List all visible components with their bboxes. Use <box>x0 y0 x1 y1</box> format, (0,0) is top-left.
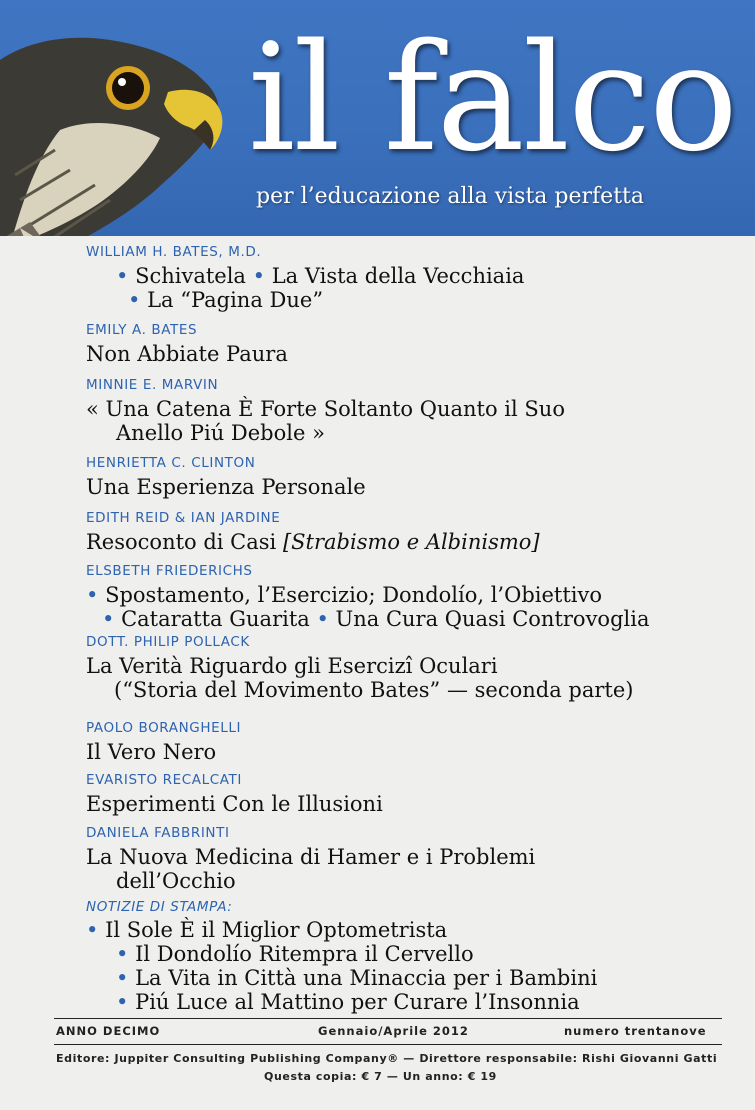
author-name: HENRIETTA C. CLINTON <box>86 455 256 471</box>
volume-label: ANNO DECIMO <box>56 1024 161 1038</box>
article-title: La Nuova Medicina di Hamer e i Problemi <box>86 845 536 869</box>
footer-divider <box>54 1044 722 1045</box>
footer-divider <box>54 1018 722 1019</box>
author-name: MINNIE E. MARVIN <box>86 377 219 393</box>
article-title: « Una Catena È Forte Soltanto Quanto il Suo <box>86 397 565 421</box>
bullet-icon: • <box>252 264 266 288</box>
bullet-icon: • <box>316 607 329 631</box>
bullet-icon: • <box>86 583 99 607</box>
article-title: • Cataratta Guarita • Una Cura Quasi Controvoglia <box>102 607 650 631</box>
bullet-icon: • <box>102 607 115 631</box>
article-title <box>86 530 746 554</box>
table-of-contents <box>86 244 746 1014</box>
author-name: DOTT. PHILIP POLLACK <box>86 634 250 650</box>
article-title: • Schivatela • La Vista della Vecchiaia <box>116 264 525 288</box>
article-title: Non Abbiate Paura <box>86 342 288 366</box>
article-title: • Spostamento, l’Esercizio; Dondolío, l’Obiettivo <box>86 583 603 607</box>
price-line: Questa copia: € 7 — Un anno: € 19 <box>264 1070 497 1083</box>
bullet-icon: • <box>116 942 129 966</box>
author-name: PAOLO BORANGHELLI <box>86 720 242 736</box>
author-name: EDITH REID & IAN JARDINE <box>86 510 281 526</box>
news-item: • Il Dondolío Ritempra il Cervello <box>116 942 474 966</box>
article-title: Esperimenti Con le Illusioni <box>86 792 383 816</box>
article-title: Una Esperienza Personale <box>86 475 366 499</box>
article-title: • La “Pagina Due” <box>128 288 324 312</box>
section-label: NOTIZIE DI STAMPA: <box>86 899 233 915</box>
falcon-head-icon <box>0 0 240 236</box>
news-item: • La Vita in Città una Minaccia per i Bambini <box>116 966 598 990</box>
author-name: EMILY A. BATES <box>86 322 198 338</box>
news-item: • Il Sole È il Miglior Optometrista <box>86 918 448 942</box>
bullet-icon: • <box>86 918 99 942</box>
issue-number: numero trentanove <box>564 1024 707 1038</box>
bullet-icon: • <box>116 264 129 288</box>
article-title: Anello Piú Debole » <box>116 421 325 445</box>
article-title: La Verità Riguardo gli Esercizî Oculari <box>86 654 498 678</box>
issue-date: Gennaio/Aprile 2012 <box>318 1024 469 1038</box>
article-title: dell’Occhio <box>116 869 236 893</box>
magazine-title: il falco <box>248 12 737 184</box>
bullet-icon: • <box>116 990 129 1014</box>
article-title-italic: [Strabismo e Albinismo] <box>282 530 540 554</box>
magazine-subtitle: per l’educazione alla vista perfetta <box>256 184 644 209</box>
article-title: Il Vero Nero <box>86 740 217 764</box>
author-name: DANIELA FABBRINTI <box>86 825 230 841</box>
author-name: ELSBETH FRIEDERICHS <box>86 563 253 579</box>
author-name: WILLIAM H. BATES, M.D. <box>86 244 262 260</box>
news-item: • Piú Luce al Mattino per Curare l’Insonnia <box>116 990 580 1014</box>
article-title: (“Storia del Movimento Bates” — seconda parte) <box>114 678 634 702</box>
bullet-icon: • <box>128 288 141 312</box>
author-name: EVARISTO RECALCATI <box>86 772 242 788</box>
masthead <box>0 0 755 236</box>
bullet-icon: • <box>116 966 129 990</box>
publisher-line: Editore: Juppiter Consulting Publishing Company® — Direttore responsabile: Rishi Giovanni Gatti <box>56 1052 718 1065</box>
article-title-main: Resoconto di Casi <box>86 530 277 554</box>
